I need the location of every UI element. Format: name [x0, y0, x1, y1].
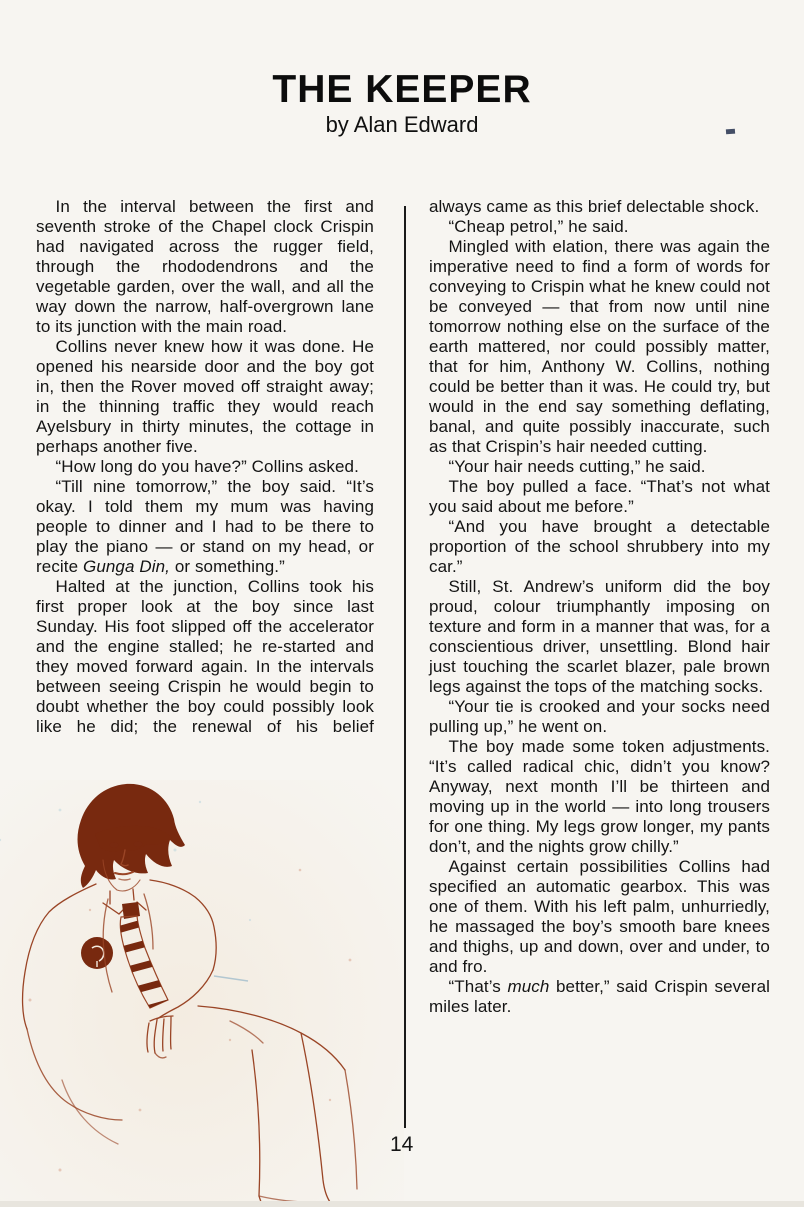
paragraph: Collins never knew how it was done. He opened his nearside door and the boy got in, then the Rover moved off straight away; in the thinning traffic they would reach Ayelsbury in thirty minutes, the cottage in perhaps another five.: [36, 337, 374, 456]
print-artifact-mark: [726, 129, 735, 135]
paragraph: In the interval between the first and seventh stroke of the Chapel clock Crispin had navigated across the rugger field, through the rhododendrons and the vegetable garden, over the wall, and all the way down the narrow, half-overgrown lane to its junction with the main road.: [36, 197, 374, 336]
left-text-column: [36, 197, 374, 737]
column-divider-rule: [404, 206, 406, 1128]
boy-sketch-illustration: [0, 780, 404, 1207]
scan-edge-strip: [0, 1201, 804, 1207]
blazer-badge: [81, 937, 113, 969]
paragraph: The boy made some token adjustments. “It’s called radical chic, didn’t you know? Anyway, next month I’ll be thirteen and moving up in the world — into long trousers for one thing. My legs grow longer, my pants don’t, and the nights grow chilly.”: [429, 737, 770, 856]
paragraph: “Your hair needs cutting,” he said.: [448, 457, 706, 476]
paragraph: always came as this brief delectable shock.: [429, 197, 760, 216]
byline: by Alan Edward: [325, 112, 479, 137]
paragraph: Against certain possibilities Collins had specified an automatic gearbox. This was one of them. With his left palm, unhurriedly, he massaged the boy’s smooth bare knees and thighs, up and down, over and under, to and fro.: [429, 857, 770, 976]
paragraph: The boy pulled a face. “That’s not what you said about me before.”: [429, 477, 770, 516]
boy-sketch-svg: [0, 780, 404, 1207]
paragraph: “Cheap petrol,” he said.: [448, 217, 629, 236]
page-number: 14: [390, 1133, 414, 1156]
paragraph: “That’s much better,” said Crispin several miles later.: [429, 977, 770, 1016]
page-title: THE KEEPER: [272, 68, 532, 112]
paragraph: Still, St. Andrew’s uniform did the boy proud, colour triumphantly imposing on texture and form in a manner that was, for a conscientious driver, unsettling. Blond hair just touching the scarlet blazer, pale brown legs against the tops of the matching socks.: [429, 577, 770, 696]
paragraph: “How long do you have?” Collins asked.: [55, 457, 359, 476]
paragraph: “And you have brought a detectable proportion of the school shrubbery into my car.”: [429, 517, 770, 576]
right-text-column: [429, 197, 770, 1017]
paragraph: “Till nine tomorrow,” the boy said. “It’s okay. I told them my mum was having people to dinner and I had to be there to play the piano — or stand on my head, or recite Gunga Din, or something.”: [36, 477, 374, 576]
illustration-paper-tint: [0, 780, 404, 1207]
paragraph: Mingled with elation, there was again the imperative need to find a form of words for conveying to Crispin what he knew could not be conveyed — that from now until nine tomorrow nothing else on the surface of the earth mattered, nor could possibly matter, that for him, Anthony W. Collins, nothing could be better than it was. He could try, but would in the end say something deflating, banal, and quite possibly inaccurate, such as that Crispin’s hair needed cutting.: [429, 237, 770, 456]
paragraph: Halted at the junction, Collins took his first proper look at the boy since last Sunday. His foot slipped off the accelerator and the engine stalled; he re-started and they moved forward again. In the intervals between seeing Crispin he would begin to doubt whether the boy could possibly look like he did; the renewal of his belief: [36, 577, 374, 736]
paragraph: “Your tie is crooked and your socks need pulling up,” he went on.: [429, 697, 770, 736]
